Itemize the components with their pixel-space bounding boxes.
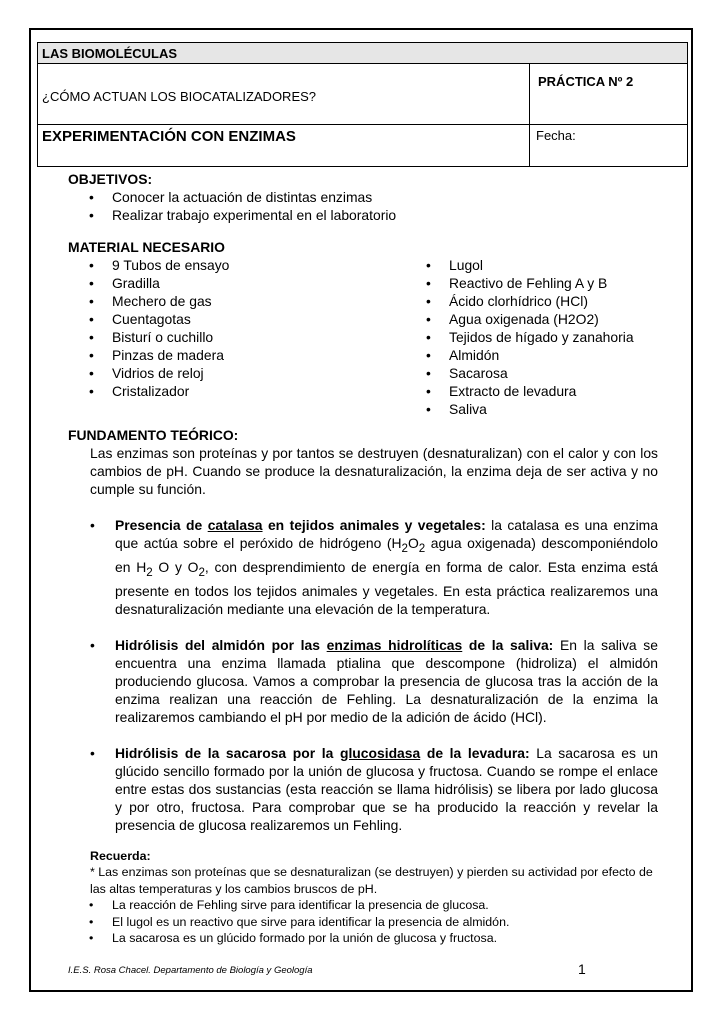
subscript: 2 [198, 566, 205, 579]
list-item: • Cristalizador [68, 382, 405, 400]
list-item: • Vidrios de reloj [68, 364, 405, 382]
bold-text: en tejidos animales y vegetales: [262, 517, 486, 533]
recuerda-note: * Las enzimas son proteínas que se desnaturalizan (se destruyen) y pierden su actividad por efecto de las altas temperaturas y los cambios bruscos de pH. [90, 865, 653, 896]
bold-text: Hidrólisis de la sacarosa por la [115, 744, 340, 761]
list-item: • Cuentagotas [68, 310, 405, 328]
recuerda-box [90, 848, 658, 947]
objetivos-list [68, 188, 658, 224]
subscript: 2 [418, 542, 426, 555]
underlined-term: glucosidasa [339, 744, 421, 761]
list-item: • Reactivo de Fehling A y B [405, 274, 658, 292]
body-text: En la saliva se encuentra una enzima llamada ptialina que descompone (hidroliza) el almidón produciendo glucosa. Vamos a comprobar la presencia de glucosa tras la acción de la enzima realizan una reacción de Fehling. La desnaturalización de la enzima la realizaremos cambiando el pH por medio de la adición de ácido (HCl). [115, 636, 658, 725]
page-number: 1 [578, 961, 586, 977]
footer-text: I.E.S. Rosa Chacel. Departamento de Biología y Geología [68, 965, 313, 976]
list-item: • Pinzas de madera [68, 346, 405, 364]
objetivos-heading: OBJETIVOS: [68, 171, 153, 187]
list-item: • Mechero de gas [68, 292, 405, 310]
bold-text: Presencia de [115, 517, 208, 533]
list-item: • Realizar trabajo experimental en el laboratorio [68, 206, 658, 224]
body-text: O y O [152, 558, 199, 575]
fecha-label: Fecha: [530, 125, 688, 167]
bold-text: Hidrólisis del almidón por las [115, 636, 327, 653]
recuerda-heading: Recuerda: [90, 848, 151, 863]
body-text: La sacarosa es un glúcido sencillo formado por la unión de glucosa y fructosa. Cuando se rompe el enlace entre estas dos sustancias (esta reacción se llama hidrólisis) se libera por lado glucosa y por otro, fructosa. Para comprobar que se ha producido la reacción y revelar la presencia de glucosa realizaremos un Fehling. [115, 744, 659, 833]
list-item: • Sacarosa [405, 364, 658, 382]
bold-text: de la levadura: [420, 744, 530, 761]
list-item: • El lugol es un reactivo que sirve para identificar la presencia de almidón. [68, 914, 658, 931]
subscript: 2 [146, 566, 153, 579]
list-item: • La sacarosa es un glúcido formado por la unión de glucosa y fructosa. [68, 930, 658, 947]
list-item: • Bisturí o cuchillo [68, 328, 405, 346]
list-item: • 9 Tubos de ensayo [68, 256, 405, 274]
fundamento-heading: FUNDAMENTO TEÓRICO: [68, 427, 239, 443]
body-text: O [407, 535, 419, 551]
material-list-right [405, 256, 658, 418]
list-item: • Gradilla [68, 274, 405, 292]
list-item: • Conocer la actuación de distintas enzimas [68, 188, 658, 206]
list-item: • Lugol [405, 256, 658, 274]
underlined-term: catalasa [207, 517, 263, 533]
material-heading: MATERIAL NECESARIO [68, 239, 225, 255]
list-item: • Almidón [405, 346, 658, 364]
header-table [37, 42, 688, 167]
list-item: • Extracto de levadura [405, 382, 658, 400]
practica-number: PRÁCTICA Nº 2 [530, 64, 688, 125]
sacarosa-paragraph [68, 744, 658, 834]
body-text: agua oxigenada) descomponiéndolo en H [115, 535, 658, 575]
almidon-paragraph [68, 636, 658, 726]
body-text: , con desprendimiento de energía en forma de calor. Esta enzima está presente en todos los tejidos animales y vegetales. En esta práctica realizaremos una desnaturalización mediante una elevación de la temperatura. [115, 558, 658, 617]
document-body [68, 170, 658, 947]
practice-title: EXPERIMENTACIÓN CON ENZIMAS [38, 125, 530, 167]
list-item: • Tejidos de hígado y zanahoria [405, 328, 658, 346]
list-item: • Agua oxigenada (H2O2) [405, 310, 658, 328]
subscript: 2 [401, 542, 408, 555]
fundamento-intro: Las enzimas son proteínas y por tantos se destruyen (desnaturalizan) con el calor y con los cambios de pH. Cuando se produce la desnaturalización, la enzima deja de ser activa y no cumple su función. [90, 445, 658, 497]
material-columns [68, 256, 658, 418]
bold-text: de la saliva: [462, 636, 554, 653]
underlined-term: enzimas hidrolíticas [326, 636, 463, 653]
list-item: • La reacción de Fehling sirve para identificar la presencia de glucosa. [68, 897, 658, 914]
material-list-left [68, 256, 405, 418]
question-title: ¿CÓMO ACTUAN LOS BIOCATALIZADORES? [38, 64, 530, 125]
recuerda-list [68, 897, 658, 947]
body-text: la catalasa es una enzima que actúa sobre el peróxido de hidrógeno (H [115, 517, 658, 551]
section-title: LAS BIOMOLÉCULAS [38, 43, 688, 64]
catalasa-paragraph [68, 516, 658, 618]
list-item: • Ácido clorhídrico (HCl) [405, 292, 658, 310]
list-item: • Saliva [405, 400, 658, 418]
